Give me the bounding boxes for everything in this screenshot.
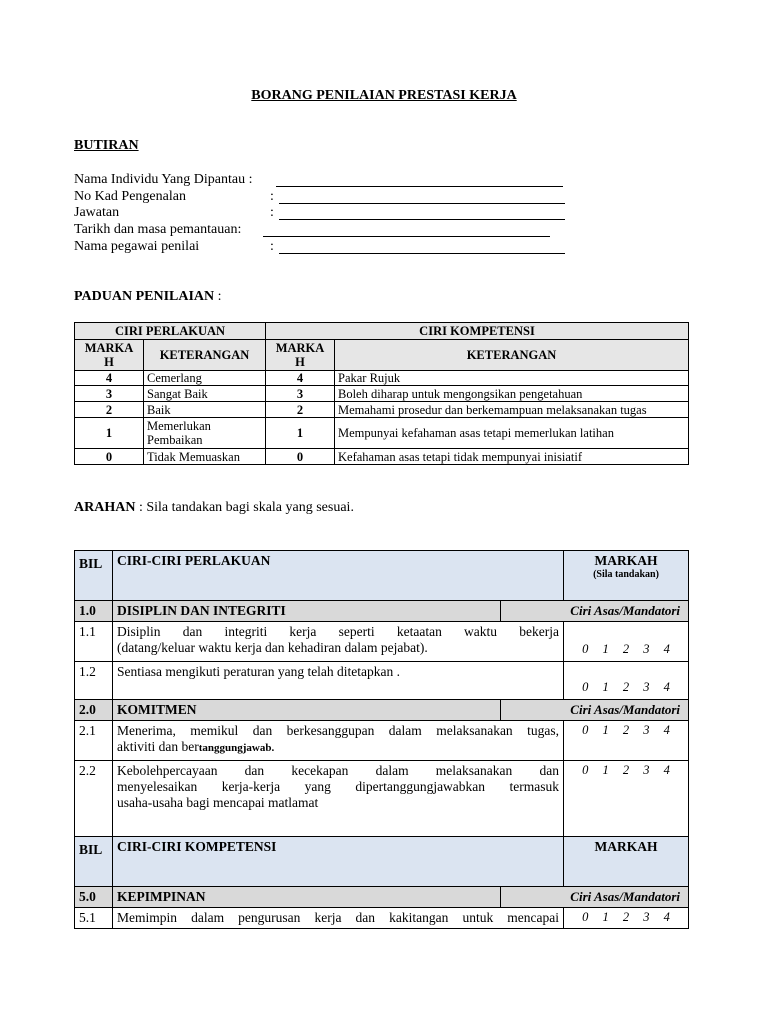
- rating-scale[interactable]: 0 1 2 3 4: [564, 662, 689, 700]
- paduan-table: [74, 322, 689, 465]
- item-text-line: Disiplin dan integriti kerja seperti ketaatan waktu bekerja: [117, 624, 559, 639]
- perlakuan-header: CIRI-CIRI PERLAKUAN: [113, 551, 564, 601]
- bil-header: BIL: [75, 551, 113, 601]
- markah-value: 1: [75, 418, 144, 449]
- section-number: 1.0: [75, 601, 113, 622]
- keterangan-col-header: KETERANGAN: [144, 340, 266, 371]
- markah-value: 0: [75, 449, 144, 465]
- rating-scale[interactable]: 0 1 2 3 4: [564, 721, 689, 761]
- keterangan-value: Cemerlang: [144, 371, 266, 386]
- penilaian-table: [74, 550, 689, 929]
- mandatori-label: Ciri Asas/Mandatori: [501, 887, 689, 908]
- arahan-label: ARAHAN: [74, 500, 136, 515]
- field-label-nama-individu: Nama Individu Yang Dipantau :: [74, 172, 253, 187]
- item-text-part: aktiviti dan ber: [117, 739, 199, 754]
- field-label-no-kad: No Kad Pengenalan: [74, 189, 186, 204]
- page-title: BORANG PENILAIAN PRESTASI KERJA: [251, 88, 517, 103]
- item-text-cell: [113, 721, 564, 761]
- keterangan-value: Baik: [144, 402, 266, 418]
- arahan-line: [74, 500, 354, 516]
- keterangan-value: Kefahaman asas tetapi tidak mempunyai inisiatif: [335, 449, 689, 465]
- item-text-line: [117, 739, 559, 755]
- butiran-heading: BUTIRAN: [74, 138, 139, 153]
- markah-value: 2: [75, 402, 144, 418]
- keterangan-value: Boleh diharap untuk mengongsikan pengetahuan: [335, 386, 689, 402]
- kompetensi-header: CIRI-CIRI KOMPETENSI: [113, 837, 564, 887]
- field-line-tarikh[interactable]: [263, 236, 550, 237]
- markah-header: MARKAH: [564, 837, 689, 887]
- item-number: 1.2: [75, 662, 113, 700]
- item-number: 2.2: [75, 761, 113, 837]
- mandatori-label: Ciri Asas/Mandatori: [501, 700, 689, 721]
- field-colon: :: [270, 239, 274, 254]
- field-label-pegawai: Nama pegawai penilai: [74, 239, 200, 254]
- item-text-line: usaha-usaha bagi mencapai matlamat: [117, 795, 319, 810]
- markah-col-header: MARKAH: [266, 340, 335, 371]
- section-title: KOMITMEN: [113, 700, 501, 721]
- field-line-pegawai[interactable]: [279, 253, 565, 254]
- keterangan-value: Pakar Rujuk: [335, 371, 689, 386]
- markah-value: 3: [75, 386, 144, 402]
- item-text-line: menyelesaikan kerja-kerja yang dipertanggungjawabkan termasuk: [117, 779, 559, 794]
- item-text-bold-part: tanggungjawab.: [198, 742, 275, 754]
- markah-header-cell: [564, 551, 689, 601]
- item-text-line: Kebolehpercayaan dan kecekapan dalam melaksanakan dan: [117, 763, 559, 778]
- bil-header: BIL: [75, 837, 113, 887]
- field-line-jawatan[interactable]: [279, 219, 565, 220]
- field-label-tarikh: Tarikh dan masa pemantauan:: [74, 222, 242, 237]
- arahan-text: : Sila tandakan bagi skala yang sesuai.: [135, 500, 354, 515]
- paduan-heading: PADUAN PENILAIAN: [74, 289, 215, 304]
- item-text-cell: [113, 622, 564, 662]
- field-label-jawatan: Jawatan: [74, 205, 120, 220]
- item-text: Sentiasa mengikuti peraturan yang telah ditetapkan .: [113, 662, 564, 700]
- rating-scale[interactable]: 0 1 2 3 4: [564, 908, 689, 929]
- markah-value: 0: [266, 449, 335, 465]
- markah-value: 4: [75, 371, 144, 386]
- item-text-line: (datang/keluar waktu kerja dan kehadiran dalam pejabat).: [117, 640, 428, 655]
- item-number: 2.1: [75, 721, 113, 761]
- field-line-no-kad[interactable]: [279, 203, 565, 204]
- mandatori-label: Ciri Asas/Mandatori: [501, 601, 689, 622]
- section-number: 5.0: [75, 887, 113, 908]
- section-title: KEPIMPINAN: [113, 887, 501, 908]
- keterangan-value: Sangat Baik: [144, 386, 266, 402]
- rating-scale[interactable]: 0 1 2 3 4: [564, 761, 689, 837]
- keterangan-value: Mempunyai kefahaman asas tetapi memerlukan latihan: [335, 418, 689, 449]
- keterangan-value: Memahami prosedur dan berkemampuan melaksanakan tugas: [335, 402, 689, 418]
- item-number: 1.1: [75, 622, 113, 662]
- item-text: Memimpin dalam pengurusan kerja dan kakitangan untuk mencapai: [113, 908, 564, 929]
- paduan-suffix: :: [214, 289, 222, 304]
- markah-col-header: MARKAH: [75, 340, 144, 371]
- keterangan-col-header: KETERANGAN: [335, 340, 689, 371]
- field-colon: :: [270, 189, 274, 204]
- markah-value: 2: [266, 402, 335, 418]
- markah-value: 4: [266, 371, 335, 386]
- paduan-heading-wrap: [74, 289, 222, 305]
- rating-scale[interactable]: 0 1 2 3 4: [564, 622, 689, 662]
- markah-value: 3: [266, 386, 335, 402]
- field-line-nama-individu[interactable]: [276, 186, 563, 187]
- keterangan-value: Memerlukan Pembaikan: [144, 418, 266, 449]
- markah-value: 1: [266, 418, 335, 449]
- item-text-cell: [113, 761, 564, 837]
- markah-header: MARKAH: [594, 553, 658, 568]
- ciri-kompetensi-header: CIRI KOMPETENSI: [266, 323, 689, 340]
- ciri-perlakuan-header: CIRI PERLAKUAN: [75, 323, 266, 340]
- item-text-line: Menerima, memikul dan berkesanggupan dalam melaksanakan tugas,: [117, 723, 559, 738]
- section-title: DISIPLIN DAN INTEGRITI: [113, 601, 501, 622]
- section-number: 2.0: [75, 700, 113, 721]
- markah-note: (Sila tandakan): [593, 569, 659, 580]
- keterangan-value: Tidak Memuaskan: [144, 449, 266, 465]
- item-number: 5.1: [75, 908, 113, 929]
- field-colon: :: [270, 205, 274, 220]
